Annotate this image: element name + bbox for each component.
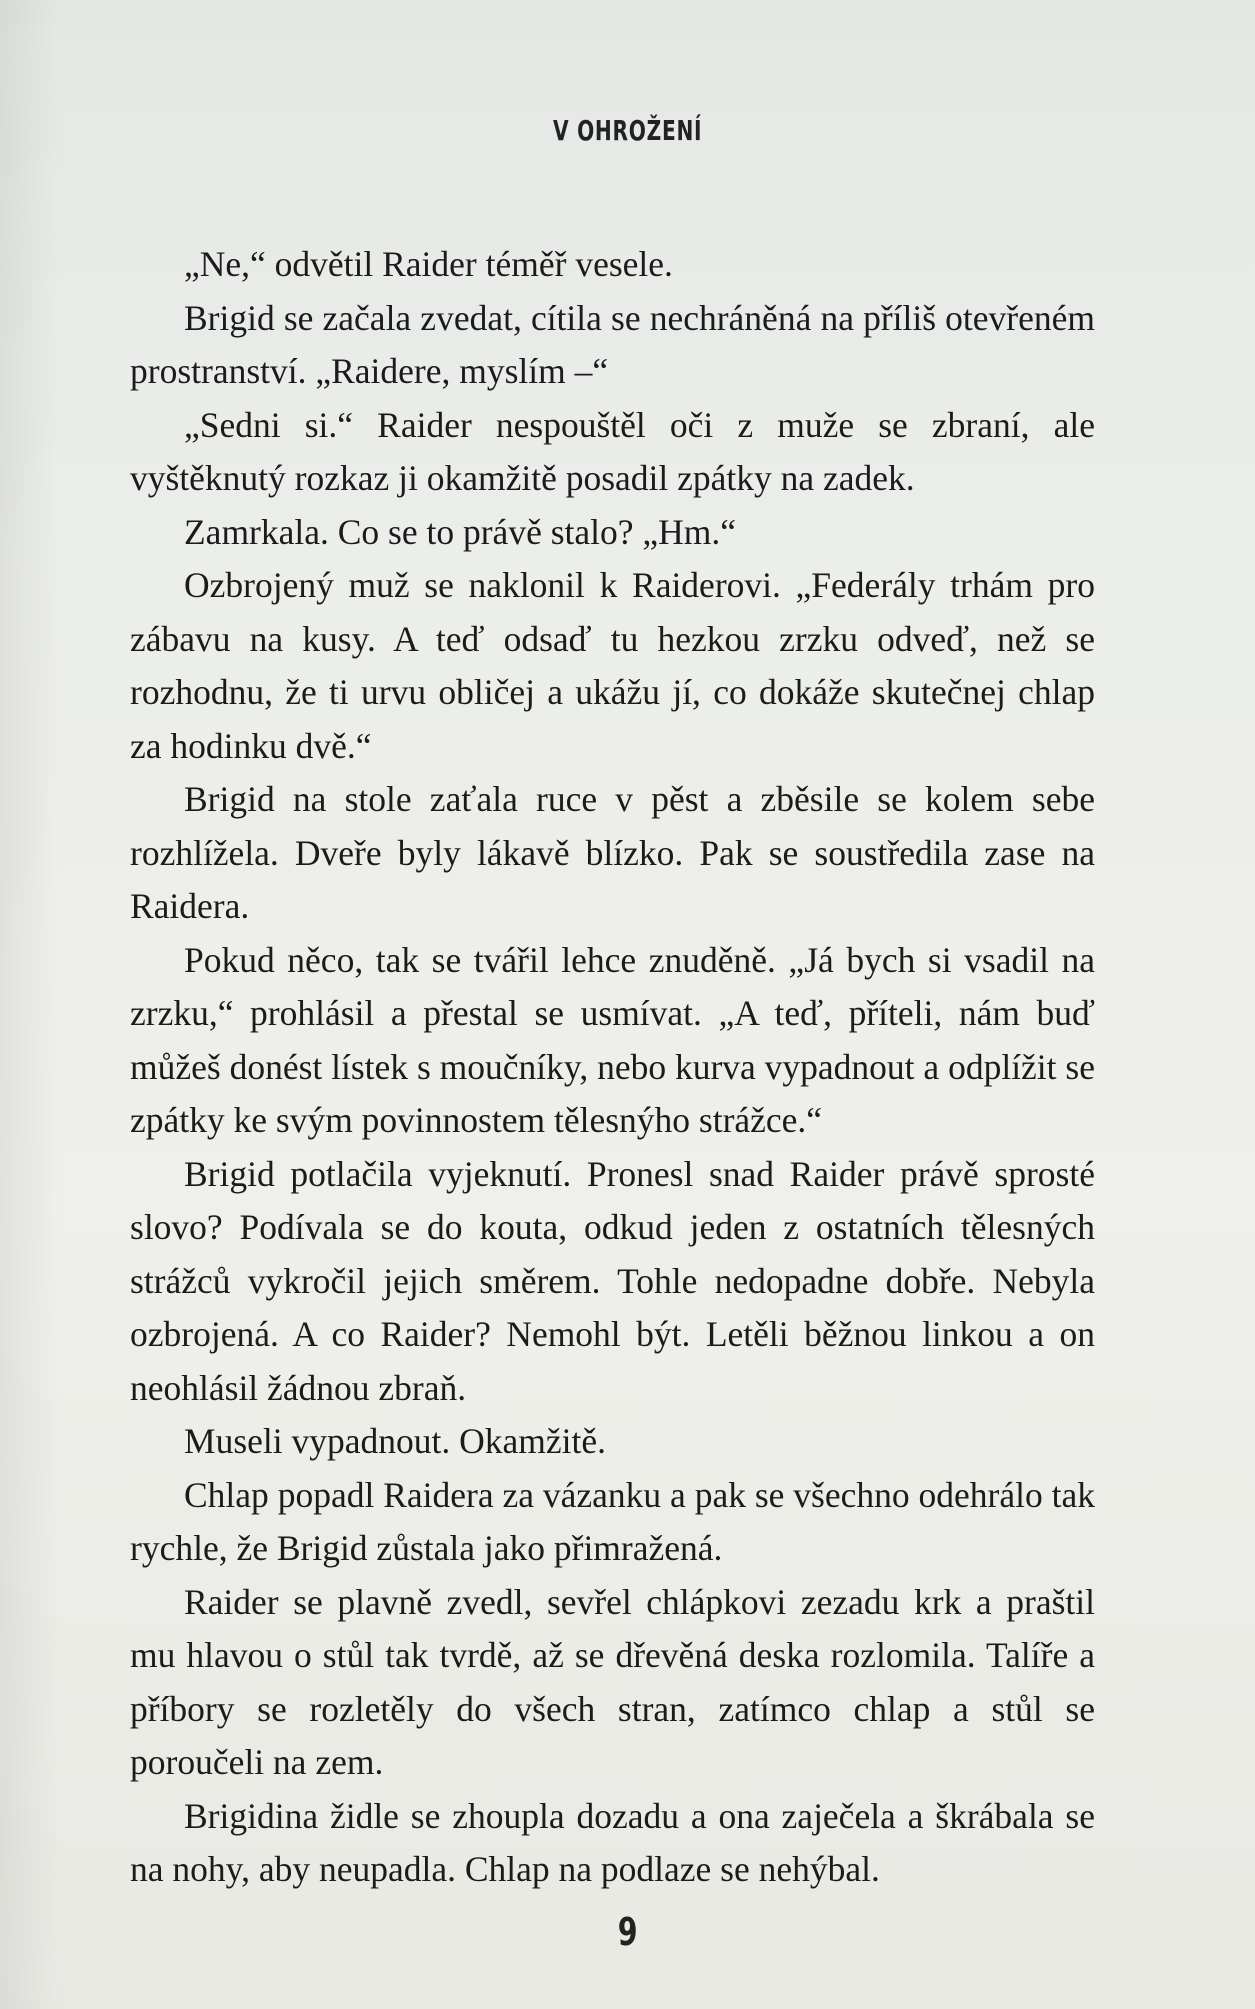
paragraph: Brigid na stole zaťala ruce v pěst a zběsile se kolem sebe rozhlížela. Dveře byly lákavě blízko. Pak se soustředila zase na Raidera.: [130, 779, 1095, 926]
paragraph: „Sedni si.“ Raider nespouštěl oči z muže se zbraní, ale vyštěknutý rozkaz ji okamžitě posadil zpátky na zadek.: [130, 404, 1095, 498]
page-number: 9: [617, 1910, 638, 1954]
paragraph: Brigidina židle se zhoupla dozadu a ona zaječela a škrábala se na nohy, aby neupadla. Chlap na podlaze se nehýbal.: [130, 1795, 1095, 1889]
paragraph: Raider se plavně zvedl, sevřel chlápkovi zezadu krk a praštil mu hlavou o stůl tak tvrdě, až se dřevěná deska rozlomila. Talíře a příbory se rozletěly do všech stran, zatímco chlap a stůl se poroučeli na zem.: [130, 1581, 1095, 1782]
paragraph: Museli vypadnout. Okamžitě.: [184, 1421, 606, 1461]
paragraph: Zamrkala. Co se to právě stalo? „Hm.“: [184, 511, 737, 552]
paragraph: Chlap popadl Raidera za vázanku a pak se všechno odehrálo tak rychle, že Brigid zůstala jako přimražená.: [130, 1474, 1095, 1568]
paragraph: Brigid se začala zvedat, cítila se nechráněná na příliš otevřeném prostranství. „Raidere, myslím –“: [130, 297, 1095, 391]
body-text: [130, 238, 1095, 1897]
paragraph: „Ne,“ odvětil Raider téměř vesele.: [184, 244, 673, 284]
running-header: V OHROŽENÍ: [553, 114, 703, 147]
paragraph: Pokud něco, tak se tvářil lehce znuděně. „Já bych si vsadil na zrzku,“ prohlásil a přestal se usmívat. „A teď, příteli, nám buď můžeš donést lístek s moučníky, nebo kurva vypadnout a odplížit se zpátky ke svým povinnostem tělesnýho strážce.“: [130, 939, 1095, 1140]
paragraph: Ozbrojený muž se naklonil k Raiderovi. „Federály trhám pro zábavu na kusy. A teď odsaď tu hezkou zrzku odveď, než se rozhodnu, že ti urvu obličej a ukážu jí, co dokáže skutečnej chlap za hodinku dvě.“: [130, 565, 1095, 766]
page-shadow: [0, 0, 60, 2009]
paragraph: Brigid potlačila vyjeknutí. Pronesl snad Raider právě sprosté slovo? Podívala se do kouta, odkud jeden z ostatních tělesných strážců vykročil jejich směrem. Tohle nedopadne dobře. Nebyla ozbrojená. A co Raider? Nemohl být. Letěli běžnou linkou a on neohlásil žádnou zbraň.: [130, 1153, 1095, 1408]
